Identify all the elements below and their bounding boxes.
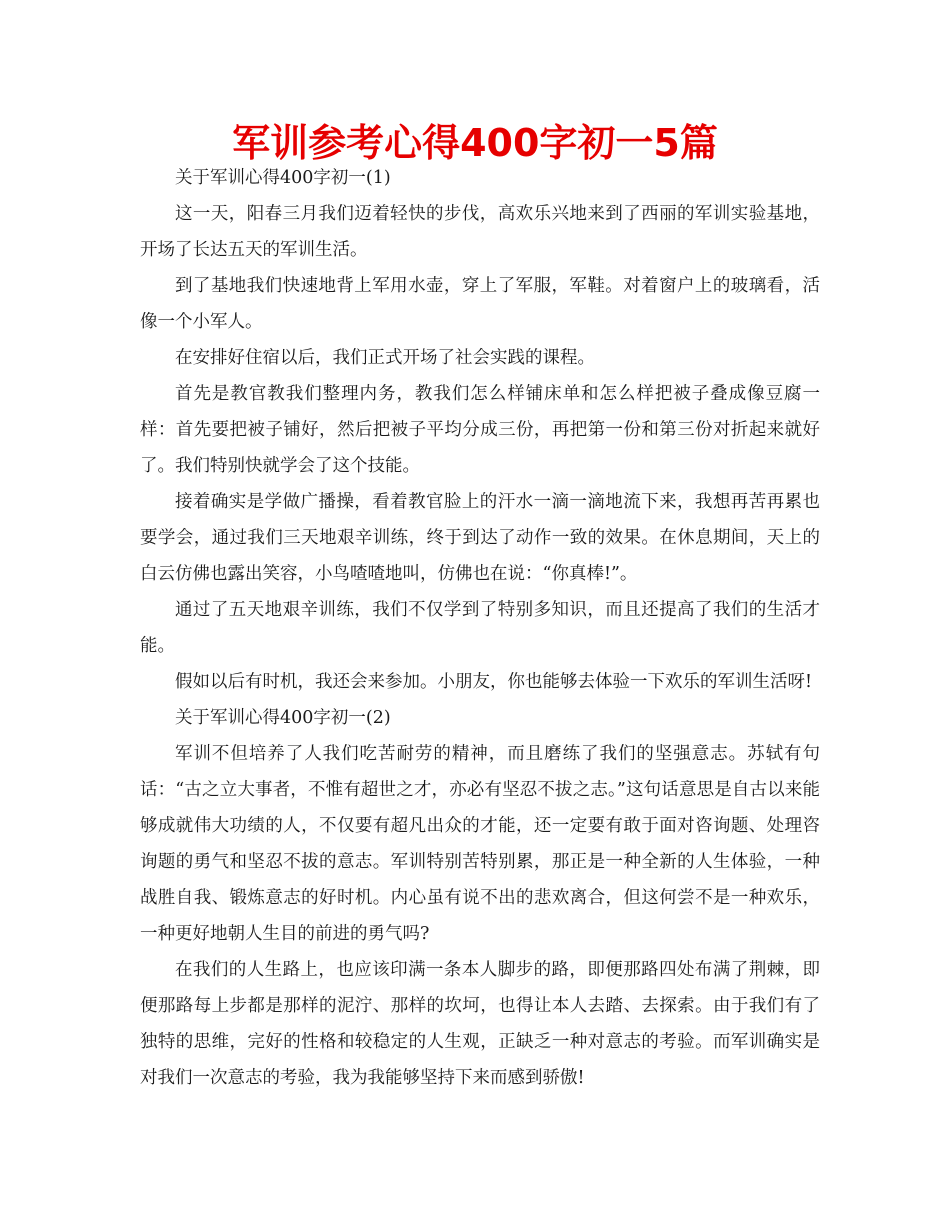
document-body [140,160,820,1096]
section-heading-1: 关于军训心得400字初一(1) [175,168,391,188]
paragraph: 接着确实是学做广播操，看着教官脸上的汗水一滴一滴地流下来，我想再苦再累也要学会，通过我们三天地艰辛训练，终于到达了动作一致的效果。在休息期间，天上的白云仿佛也露出笑容，小鸟喳喳地叫，仿佛也在说：“你真棒!”。 [140,492,820,584]
paragraph: 这一天，阳春三月我们迈着轻快的步伐，高欢乐兴地来到了西丽的军训实验基地，开场了长达五天的军训生活。 [140,204,820,260]
paragraph: 假如以后有时机，我还会来参加。小朋友，你也能够去体验一下欢乐的军训生活呀! [175,672,813,692]
paragraph: 在我们的人生路上，也应该印满一条本人脚步的路，即便那路四处布满了荆棘，即便那路每上步都是那样的泥泞、那样的坎坷，也得让本人去踏、去探索。由于我们有了独特的思维，完好的性格和较稳定的人生观，正缺乏一种对意志的考验。而军训确实是对我们一次意志的考验，我为我能够坚持下来而感到骄傲! [140,960,820,1088]
paragraph: 通过了五天地艰辛训练，我们不仅学到了特别多知识，而且还提高了我们的生活才能。 [140,600,820,656]
paragraph: 在安排好住宿以后，我们正式开场了社会实践的课程。 [175,348,595,368]
paragraph: 到了基地我们快速地背上军用水壶，穿上了军服，军鞋。对着窗户上的玻璃看，活像一个小军人。 [140,276,820,332]
paragraph: 军训不但培养了人我们吃苦耐劳的精神，而且磨练了我们的坚强意志。苏轼有句话：“古之立大事者，不惟有超世之才，亦必有坚忍不拔之志。”这句话意思是自古以来能够成就伟大功绩的人，不仅要有超凡出众的才能，还一定要有敢于面对咨询题、处理咨询题的勇气和坚忍不拔的意志。军训特别苦特别累，那正是一种全新的人生体验，一种战胜自我、锻炼意志的好时机。内心虽有说不出的悲欢离合，但这何尝不是一种欢乐，一种更好地朝人生目的前进的勇气吗? [140,744,820,944]
document-title: 军训参考心得400字初一5篇 [232,121,718,165]
section-heading-2: 关于军训心得400字初一(2) [175,708,391,728]
paragraph: 首先是教官教我们整理内务，教我们怎么样铺床单和怎么样把被子叠成像豆腐一样：首先要把被子铺好，然后把被子平均分成三份，再把第一份和第三份对折起来就好了。我们特别快就学会了这个技能。 [140,384,820,476]
